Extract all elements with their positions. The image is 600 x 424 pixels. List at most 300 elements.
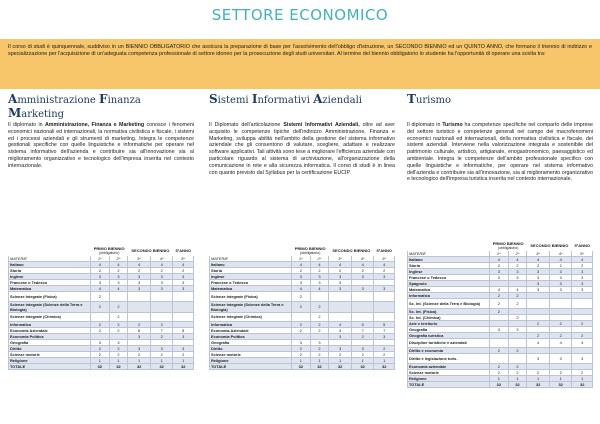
hours-cell: 3 [374, 334, 395, 340]
hours-cell: 2 [128, 268, 151, 274]
subheader-cell: 4^ [150, 256, 173, 262]
hours-cell: 3 [508, 269, 527, 275]
table-row [408, 299, 593, 309]
hours-cell: 2 [173, 352, 194, 358]
header-secondo-biennio: SECONDO BIENNIO [530, 243, 569, 248]
hours-cell: 3 [490, 275, 509, 281]
hours-cell: 2 [329, 268, 352, 274]
title-initial: A [8, 92, 18, 106]
subject-cell: Spagnolo [408, 281, 490, 287]
hours-cell: 4 [527, 338, 550, 348]
subject-cell: Scienze integrate (Scienze della Terra e Biologia) [9, 301, 91, 312]
hours-cell: 2 [490, 348, 509, 354]
hours-cell [173, 312, 194, 322]
hours-cell: 4 [508, 287, 527, 293]
subject-cell: Scienze integrate (Scienze della Terra e Biologia) [210, 301, 292, 312]
hours-cell: 1 [351, 358, 374, 364]
hours-cell: 3 [508, 275, 527, 281]
subject-cell: Diritto [9, 346, 91, 352]
title-word: inanza [107, 95, 141, 106]
subheader-cell: 2^ [508, 251, 527, 257]
subheader-cell: 2^ [310, 256, 329, 262]
hours-cell: 1 [549, 375, 572, 381]
header-sublabel: (obbligatorio) [98, 251, 120, 255]
hours-cell: 4 [508, 257, 527, 263]
hours-cell: 4 [490, 287, 509, 293]
hours-cell [374, 292, 395, 302]
hours-cell: 2 [549, 332, 572, 338]
subject-cell: Informatica [9, 322, 91, 328]
hours-cell: 3 [128, 274, 151, 280]
hours-cell: 2 [374, 346, 395, 352]
hours-cell: 3 [572, 281, 593, 287]
subject-cell: Geografia [210, 340, 292, 346]
column-text: Il diplomato in Amministrazione, Finanza e Marketing conosce i fenomeni economici nazionali ed internazionali, la normativa civilistica e fiscale, i sistemi ed i processi aziendali e gli strumenti di marketing. Integra le competenze gestionali specifiche con quelle linguistiche e informatiche per operare nel sistema informativo dell'azienda e contribuire sia all'innovazione sia al miglioramento organizzativo e tecnologico dell'impresa inserita nel contesto internazionale. [8, 122, 194, 169]
hours-cell: 2 [310, 352, 329, 358]
header-sublabel: (obbligatorio) [497, 246, 519, 250]
hours-cell: 2 [490, 299, 509, 309]
hours-cell: 4 [572, 338, 593, 348]
table-header-row [210, 246, 395, 256]
table-row [9, 301, 194, 312]
title-initial: F [99, 92, 108, 106]
hours-cell: 1 [109, 358, 128, 364]
hours-cell: 2 [508, 348, 527, 354]
hours-cell: 1 [310, 358, 329, 364]
hours-cell [329, 301, 352, 312]
hours-cell: 2 [508, 263, 527, 269]
hours-cell: 2 [173, 268, 194, 274]
hours-cell: 4 [109, 262, 128, 268]
hours-cell: 3 [310, 340, 329, 346]
hours-cell: 2 [109, 268, 128, 274]
hours-cell: 3 [109, 274, 128, 280]
subject-cell: Religione [9, 358, 91, 364]
hours-cell: 1 [128, 358, 151, 364]
hours-cell: 3 [374, 286, 395, 292]
subheader-cell: 4^ [549, 251, 572, 257]
total-cell: 32 [351, 364, 374, 370]
column-text: Il Diplomato dell'articolazione Sistemi Informativi Aziendali, oltre ad aver acquisito le competenze tipiche dell'indirizzo Amministrazione, Finanza e Marketing, sviluppa abilità nell'ambito della gestione del sistema informativo aziendale che gli consentono di valutare, scegliere, adattare e realizzare software applicativi. Tali attività sono tese a migliorare l'efficienza aziendale con particolare riguardo al sistema di archiviazione, all'organizzazione della comunicazione in rete e alla sicurezza informatica. Il corso di studi è in linea con quanto previsto dal Syllabus per la certificazione EUCIP. [209, 122, 396, 176]
hours-cell: 2 [128, 352, 151, 358]
total-cell: 32 [128, 364, 151, 370]
hours-cell: 2 [549, 263, 572, 269]
column-text: Il diplomato in Turismo ha competenze specifiche nel comparto delle imprese del settore turistico e competenze generali nel campo dei macrofenomeni economici nazionali ed internazionali, della normativa civilistica e fiscale, dei sistemi aziendali. Interviene nella valorizzazione integrata e sostenibile del patrimonio culturale, artistico, artigianale, enogastronomico, paesaggistico ed ambientale. Integra le competenze dell'ambito professionale specifico con quelle linguistiche e informatiche, per operare nel sistema informativo dell'azienda e contribuire sia all'innovazione, sia al miglioramento organizzativo e tecnologico dell'impresa turistica inserita nel contesto internazionale. [407, 122, 593, 183]
subheader-cell: 2^ [109, 256, 128, 262]
hours-cell: 3 [329, 274, 352, 280]
hours-cell: 3 [527, 281, 550, 287]
hours-cell: 1 [490, 375, 509, 381]
header-secondo-biennio: SECONDO BIENNIO [332, 248, 371, 253]
subheader-cell: 1^ [292, 256, 311, 262]
hours-cell [128, 301, 151, 312]
hours-cell: 2 [310, 346, 329, 352]
subject-cell: Scienze integrate (Chimica) [210, 312, 292, 322]
hours-cell: 4 [549, 338, 572, 348]
subject-cell: Diritto [210, 346, 292, 352]
hours-cell: 4 [91, 286, 110, 292]
hours-cell: 2 [292, 292, 311, 302]
hours-cell: 2 [91, 301, 110, 312]
hours-cell: 2 [109, 312, 128, 322]
table-total-row [210, 364, 395, 370]
hours-cell: 3 [527, 354, 550, 364]
subheader-cell: 3^ [329, 256, 352, 262]
subject-cell: Scienze motorie [210, 352, 292, 358]
hours-cell: 2 [549, 320, 572, 326]
hours-cell [292, 312, 311, 322]
total-cell: 32 [173, 364, 194, 370]
header-spacer [9, 246, 91, 256]
hours-cell: 1 [329, 358, 352, 364]
subject-cell: Matematica [9, 286, 91, 292]
title-word: nformativi [257, 95, 314, 106]
hours-cell: 7 [374, 328, 395, 334]
column-title [209, 93, 395, 119]
hours-cell: 2 [292, 301, 311, 312]
hours-cell [490, 338, 509, 348]
hours-cell: 2 [292, 322, 311, 328]
hours-cell: 2 [109, 328, 128, 334]
hours-cell: 2 [128, 322, 151, 328]
hours-cell [150, 301, 173, 312]
total-cell: 32 [374, 364, 395, 370]
hours-cell: 3 [150, 274, 173, 280]
subject-cell: Scienze motorie [408, 369, 490, 375]
total-label: TOTALE [9, 364, 91, 370]
hours-cell: 3 [329, 286, 352, 292]
hours-cell: 2 [292, 268, 311, 274]
header-spacer [210, 246, 292, 256]
table-row [210, 301, 395, 312]
hours-cell: 2 [572, 369, 593, 375]
hours-cell: 3 [374, 274, 395, 280]
hours-cell: 2 [109, 301, 128, 312]
hours-cell: 2 [490, 308, 509, 314]
title-initial: T [407, 92, 416, 106]
hours-cell: 3 [490, 269, 509, 275]
subject-cell: Informatica [210, 322, 292, 328]
subject-cell: Francese o Tedesco [210, 280, 292, 286]
hours-cell [508, 338, 527, 348]
hours-cell [351, 301, 374, 312]
hours-cell: 5 [351, 322, 374, 328]
subject-cell: Diritto e economia [408, 348, 490, 354]
hours-cell: 3 [549, 287, 572, 293]
subject-cell: Scienze integrate (Chimica) [9, 312, 91, 322]
hours-cell: 3 [292, 280, 311, 286]
hours-cell [128, 292, 151, 302]
hours-cell: 2 [527, 332, 550, 338]
subject-cell: Matematica [408, 287, 490, 293]
hours-cell: 4 [310, 286, 329, 292]
hours-cell: 2 [572, 320, 593, 326]
hours-cell: 2 [527, 369, 550, 375]
subject-cell: Economia Aziendale [9, 328, 91, 334]
hours-cell: 2 [508, 369, 527, 375]
table-row [408, 354, 593, 364]
hours-cell: 3 [527, 269, 550, 275]
subject-cell: Economia Aziendale [210, 328, 292, 334]
hours-cell: 3 [329, 334, 352, 340]
hours-cell: 2 [329, 352, 352, 358]
hours-cell: 3 [128, 334, 151, 340]
header-label: PRIMO BIENNIO [294, 246, 326, 251]
subject-cell: Economia Politica [9, 334, 91, 340]
hours-cell: 3 [91, 340, 110, 346]
intro-box: Il corso di studi è quinquennale, suddiviso in un BIENNIO OBBLIGATORIO che assicura la preparazione di base per l'assolvimento dell'obbligo d'istruzione, un SECONDO BIENNIO ed un QUINTO ANNO, che formano il triennio di indirizzo e specializzazione per l'acquisizione di un'adeguata competenza professionale di settore idoneo per la prosecuzione degli studi universitari. Al termine del biennio obbligatorio lo studente ha l'opportunità di operare una scelta tra: [0, 39, 600, 89]
hours-cell [150, 312, 173, 322]
total-cell: 32 [292, 364, 311, 370]
hours-cell: 2 [310, 328, 329, 334]
hours-cell: 1 [173, 358, 194, 364]
hours-cell: 1 [374, 358, 395, 364]
subheader-cell: MATERIE [210, 256, 292, 262]
hours-cell [329, 292, 352, 302]
hours-cell: 3 [351, 286, 374, 292]
hours-cell: 3 [549, 354, 572, 364]
total-cell: 32 [508, 381, 527, 387]
hours-cell: 6 [128, 328, 151, 334]
page-title: SETTORE ECONOMICO [211, 6, 389, 24]
hours-cell: 3 [508, 326, 527, 332]
table-total-row [9, 364, 194, 370]
hours-cell: 3 [549, 269, 572, 275]
subject-cell: Discipline turistiche e aziendali [408, 338, 490, 348]
subject-cell: Geografia [408, 326, 490, 332]
subject-cell: Geografia [9, 340, 91, 346]
table-total-row [408, 381, 593, 387]
hours-cell: 4 [549, 257, 572, 263]
subheader-cell: 5^ [173, 256, 194, 262]
hours-cell: 3 [128, 346, 151, 352]
hours-cell: 3 [572, 269, 593, 275]
subject-cell: Geografia turistica [408, 332, 490, 338]
title-initial: A [313, 92, 323, 106]
hours-cell: 2 [109, 322, 128, 328]
hours-cell: 2 [351, 334, 374, 340]
hours-cell: 4 [128, 262, 151, 268]
column-turismo [407, 93, 593, 183]
hours-cell: 1 [91, 358, 110, 364]
curriculum-table-turismo [407, 240, 593, 388]
header-quinto-anno: 5°ANNO [175, 248, 192, 253]
hours-cell: 3 [351, 346, 374, 352]
hours-cell [374, 312, 395, 322]
hours-cell: 4 [490, 257, 509, 263]
hours-cell: 2 [109, 352, 128, 358]
hours-cell: 2 [310, 312, 329, 322]
subheader-cell: 1^ [490, 251, 509, 257]
hours-cell: 2 [150, 352, 173, 358]
subheader-cell: MATERIE [9, 256, 91, 262]
hours-cell: 3 [572, 287, 593, 293]
hours-cell: 2 [527, 320, 550, 326]
table-row [210, 312, 395, 322]
subheader-cell: 3^ [128, 256, 151, 262]
table-row [210, 292, 395, 302]
hours-cell: 3 [128, 286, 151, 292]
header-label: PRIMO BIENNIO [93, 246, 125, 251]
table-header-row [9, 246, 194, 256]
subheader-cell: 3^ [527, 251, 550, 257]
hours-cell: 3 [109, 280, 128, 286]
subject-cell: Scienze Integrate (Fisica) [9, 292, 91, 302]
subheader-cell: 1^ [91, 256, 110, 262]
total-cell: 32 [150, 364, 173, 370]
hours-cell: 3 [351, 274, 374, 280]
subject-cell: Italiano [408, 257, 490, 263]
hours-cell: 3 [572, 354, 593, 364]
hours-cell: 3 [310, 280, 329, 286]
hours-cell: 2 [508, 363, 527, 369]
hours-cell [351, 292, 374, 302]
hours-cell: 4 [292, 262, 311, 268]
hours-cell [374, 301, 395, 312]
hours-cell: 1 [150, 358, 173, 364]
subject-cell: Economia Politica [210, 334, 292, 340]
table-row [408, 338, 593, 348]
title-initial: I [251, 92, 258, 106]
hours-cell: 2 [508, 293, 527, 299]
subject-cell: Italiano [210, 262, 292, 268]
hours-cell: 3 [329, 280, 352, 286]
hours-cell: 3 [173, 346, 194, 352]
hours-cell: 2 [150, 334, 173, 340]
hours-cell: 2 [91, 346, 110, 352]
total-label: TOTALE [408, 381, 490, 387]
subheader-cell: 5^ [374, 256, 395, 262]
curriculum-table-sia [209, 245, 395, 370]
hours-cell [128, 312, 151, 322]
total-label: TOTALE [210, 364, 292, 370]
hours-cell: 3 [572, 275, 593, 281]
hours-cell: 3 [173, 334, 194, 340]
subject-cell: Storia [408, 263, 490, 269]
hours-cell: 2 [490, 263, 509, 269]
hours-cell [329, 312, 352, 322]
hours-cell: 4 [173, 262, 194, 268]
column-afm [8, 93, 194, 170]
subject-cell: Scienze motorie [9, 352, 91, 358]
hours-cell [549, 299, 572, 309]
table-row [9, 292, 194, 302]
hours-cell [109, 292, 128, 302]
subject-cell: Scienze Integrate (Fisica) [210, 292, 292, 302]
hours-cell: 3 [173, 280, 194, 286]
header-label: PRIMO BIENNIO [492, 241, 524, 246]
header-spacer [408, 241, 490, 251]
curriculum-table-afm [8, 245, 194, 370]
header-secondo-biennio: SECONDO BIENNIO [131, 248, 170, 253]
hours-cell: 2 [351, 268, 374, 274]
hours-cell: 4 [329, 322, 352, 328]
hours-cell [527, 299, 550, 309]
hours-cell: 2 [490, 293, 509, 299]
hours-cell: 3 [150, 286, 173, 292]
hours-cell: 3 [549, 281, 572, 287]
hours-cell: 7 [351, 328, 374, 334]
hours-cell [572, 299, 593, 309]
subject-cell: Storia [210, 268, 292, 274]
hours-cell: 3 [549, 275, 572, 281]
hours-cell: 4 [329, 262, 352, 268]
hours-cell: 4 [91, 262, 110, 268]
hours-cell: 2 [292, 352, 311, 358]
hours-cell: 1 [572, 375, 593, 381]
hours-cell: 1 [508, 375, 527, 381]
header-primo-biennio [91, 246, 128, 256]
subject-cell: Religione [408, 375, 490, 381]
hours-cell [173, 301, 194, 312]
hours-cell: 7 [150, 328, 173, 334]
hours-cell: 2 [91, 292, 110, 302]
hours-cell: 2 [310, 268, 329, 274]
hours-cell: 2 [374, 268, 395, 274]
hours-cell: 4 [374, 262, 395, 268]
total-cell: 32 [329, 364, 352, 370]
title-word: ziendali [322, 95, 362, 106]
hours-cell: 3 [310, 274, 329, 280]
total-cell: 32 [549, 381, 572, 387]
header-quinto-anno: 5°ANNO [574, 243, 591, 248]
subject-cell: Inglese [210, 274, 292, 280]
hours-cell: 8 [173, 328, 194, 334]
header-primo-biennio [490, 241, 527, 251]
subject-cell: Francese o Tedesco [408, 275, 490, 281]
hours-cell: 4 [310, 262, 329, 268]
subject-cell: Italiano [9, 262, 91, 268]
hours-cell: 4 [527, 257, 550, 263]
subject-cell: Diritto e legislazione turis. [408, 354, 490, 364]
subject-cell: Francese o Tedesco [9, 280, 91, 286]
hours-cell: 2 [292, 328, 311, 334]
hours-cell [490, 354, 509, 364]
hours-cell: 2 [91, 352, 110, 358]
hours-cell: 3 [128, 280, 151, 286]
subject-cell: Inglese [9, 274, 91, 280]
hours-cell: 3 [329, 346, 352, 352]
hours-cell: 3 [150, 346, 173, 352]
hours-cell: 2 [374, 352, 395, 358]
total-cell: 32 [490, 381, 509, 387]
subject-cell: Economia aziendale [408, 363, 490, 369]
hours-cell: 3 [292, 274, 311, 280]
hours-cell: 2 [310, 322, 329, 328]
hours-cell: 2 [109, 346, 128, 352]
column-sia [209, 93, 395, 176]
hours-cell: 4 [150, 262, 173, 268]
hours-cell [508, 354, 527, 364]
subject-cell: Sc. Int. (Fisica) [408, 308, 490, 314]
hours-cell: 4 [292, 286, 311, 292]
total-cell: 32 [91, 364, 110, 370]
hours-cell: 3 [150, 280, 173, 286]
subject-cell: Informatica [408, 293, 490, 299]
hours-cell: 2 [572, 332, 593, 338]
hours-cell: 2 [91, 322, 110, 328]
hours-cell: 3 [91, 274, 110, 280]
subject-cell: Sc. Int. (Chimica) [408, 314, 490, 320]
title-word: istemi [217, 95, 252, 106]
hours-cell: 3 [109, 340, 128, 346]
hours-cell: 2 [490, 363, 509, 369]
hours-cell: 5 [374, 322, 395, 328]
subject-cell: Storia [9, 268, 91, 274]
subject-cell: Arte e territorio [408, 320, 490, 326]
title-word: arketing [21, 109, 65, 120]
hours-cell: 2 [91, 268, 110, 274]
